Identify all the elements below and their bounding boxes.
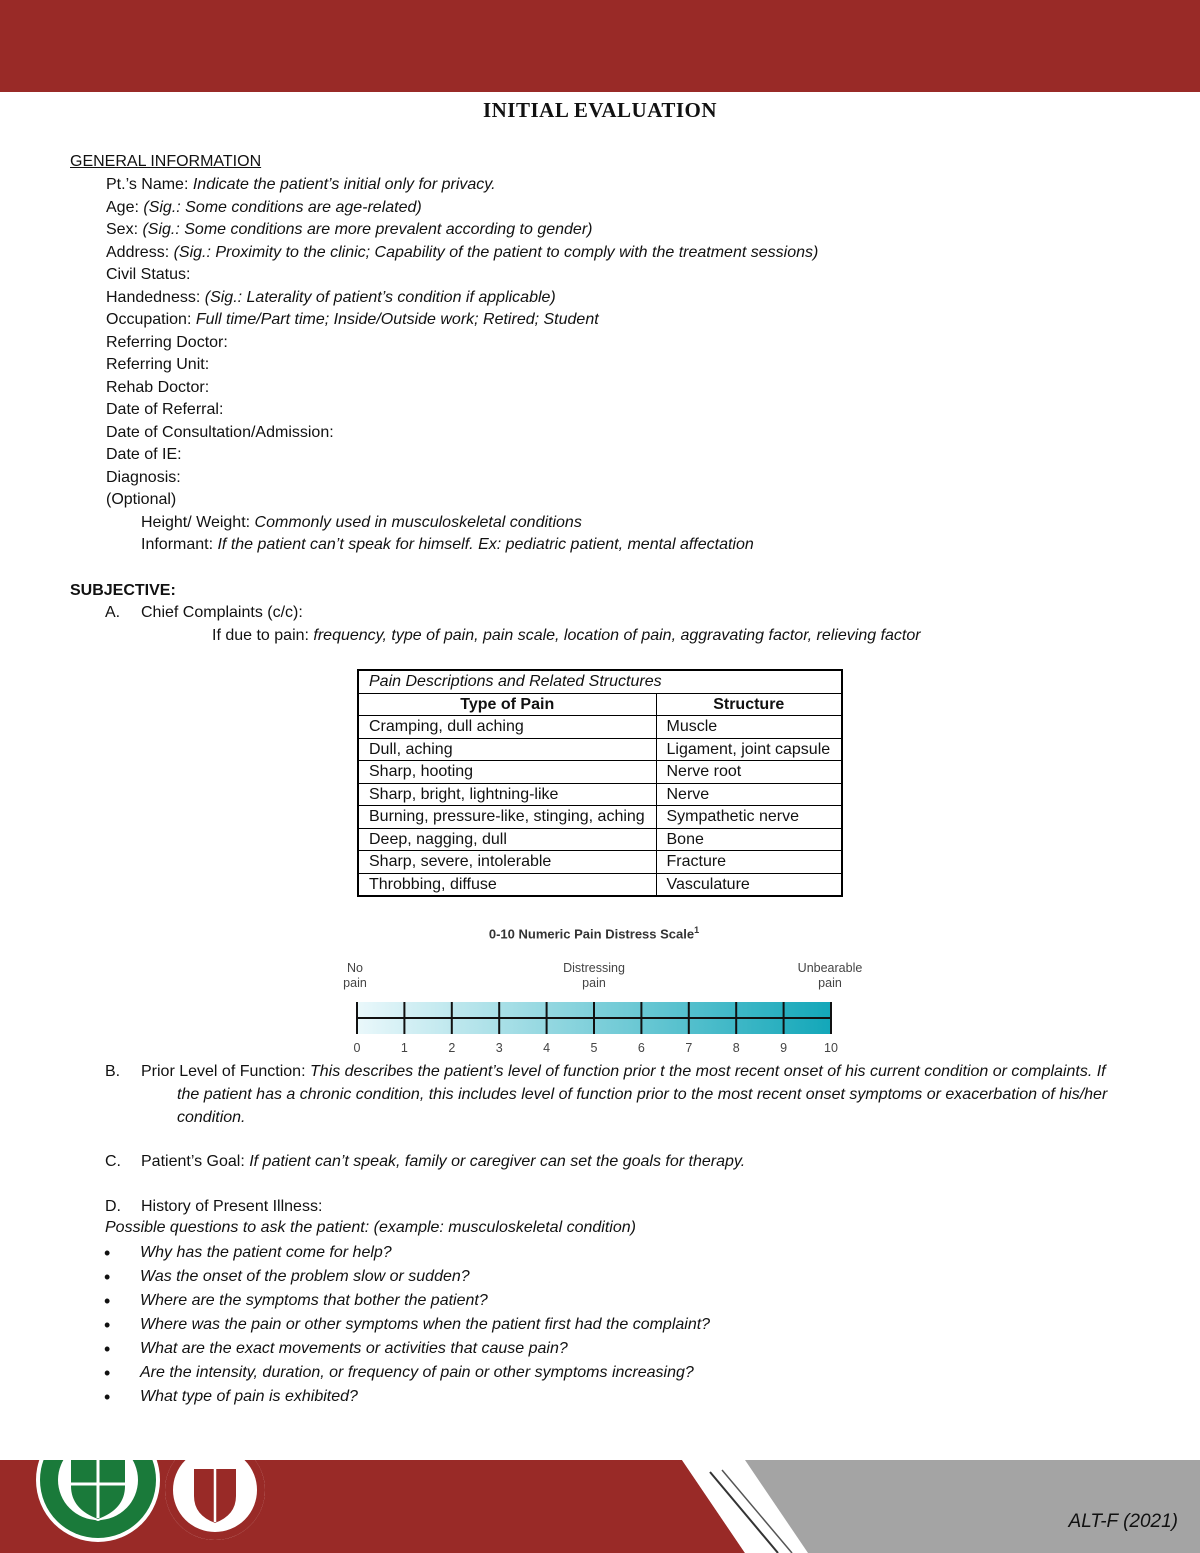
cell-type-of-pain: Cramping, dull aching <box>358 716 656 739</box>
table-header-row <box>358 693 842 716</box>
footer-document-code: ALT-F (2021) <box>1068 1511 1178 1532</box>
header-band <box>0 0 1200 92</box>
anchor-unbearable-line1: Unbearable <box>797 961 863 975</box>
hpi-question-list <box>104 1241 710 1409</box>
general-field <box>106 354 209 376</box>
hpi-label: History of Present Illness: <box>141 1198 323 1215</box>
cell-structure: Nerve root <box>656 761 842 784</box>
pain-descriptions-table <box>357 669 843 897</box>
cell-type-of-pain: Deep, nagging, dull <box>358 828 656 851</box>
cell-type-of-pain: Sharp, bright, lightning-like <box>358 783 656 806</box>
anchor-distressing-line2: pain <box>582 976 606 990</box>
subjective-heading: SUBJECTIVE: <box>70 582 176 599</box>
field-label: Occupation: <box>106 311 196 328</box>
plof-hint-1: This describes the patient’s level of function prior t the most recent onset of his current condition or complaints. If <box>309 1063 1106 1080</box>
chief-complaints-marker: A. <box>105 604 121 621</box>
goal-hint: If patient can’t speak, family or caregiver can set the goals for therapy. <box>249 1153 746 1170</box>
goal-line <box>141 1151 745 1173</box>
general-field <box>106 332 228 354</box>
cell-type-of-pain: Sharp, hooting <box>358 761 656 784</box>
goal-marker: C. <box>105 1153 121 1170</box>
field-label: Height/ Weight: <box>141 513 255 531</box>
general-field <box>106 287 556 309</box>
scale-tick-label: 10 <box>824 1041 838 1055</box>
field-hint: Indicate the patient’s initial only for privacy. <box>192 176 496 193</box>
column-header-type: Type of Pain <box>358 693 656 716</box>
general-field <box>106 377 209 399</box>
column-header-structure: Structure <box>656 693 842 716</box>
plof-label: Prior Level of Function: <box>141 1063 310 1080</box>
anchor-no-pain-line2: pain <box>343 976 367 990</box>
scale-title-footnote: 1 <box>694 925 700 935</box>
plof-hint-2: the patient has a chronic condition, this includes level of function prior to the most recent onset symptoms or exacerbation of his/her <box>177 1086 1108 1103</box>
field-hint: (Sig.: Laterality of patient’s condition if applicable) <box>204 288 556 306</box>
general-field <box>106 264 190 286</box>
scale-tick-label: 6 <box>637 1041 645 1055</box>
goal-label: Patient’s Goal: <box>141 1153 250 1170</box>
general-heading: GENERAL INFORMATION <box>70 153 262 170</box>
field-label: Sex: <box>106 221 143 238</box>
field-hint: Full time/Part time; Inside/Outside work; Retired; Student <box>195 311 599 328</box>
cell-structure: Bone <box>656 828 842 851</box>
general-field <box>106 489 176 511</box>
general-field <box>106 242 818 264</box>
list-item: • Where was the pain or other symptoms when the patient first had the complaint? <box>104 1313 710 1337</box>
cell-structure: Nerve <box>656 783 842 806</box>
table-row <box>358 828 842 851</box>
pain-subline <box>212 625 921 647</box>
field-hint: (Sig.: Some conditions are more prevalent according to gender) <box>142 221 593 238</box>
cell-type-of-pain: Throbbing, diffuse <box>358 873 656 896</box>
field-label: Pt.’s Name: <box>106 176 193 193</box>
list-item: • Are the intensity, duration, or frequency of pain or other symptoms increasing? <box>104 1361 710 1385</box>
scale-title-text: 0-10 Numeric Pain Distress Scale <box>488 926 695 942</box>
field-label: Civil Status: <box>106 266 191 283</box>
scale-tick-label: 7 <box>685 1041 693 1055</box>
scale-tick-label: 5 <box>590 1041 598 1055</box>
scale-tick-label: 9 <box>780 1041 788 1055</box>
scale-tick-label: 8 <box>732 1041 740 1055</box>
field-label: Diagnosis: <box>106 468 181 486</box>
field-hint: (Sig.: Some conditions are age-related) <box>143 198 422 216</box>
scale-tick-label: 4 <box>543 1041 551 1055</box>
list-item: • Was the onset of the problem slow or sudden? <box>104 1265 710 1289</box>
field-label: Date of Referral: <box>106 401 224 418</box>
anchor-unbearable-line2: pain <box>818 976 842 990</box>
field-label: Referring Unit: <box>106 356 210 373</box>
field-hint: (Sig.: Proximity to the clinic; Capability of the patient to comply with the treatment sessions) <box>173 243 819 261</box>
table-row <box>358 738 842 761</box>
pain-subline-label: If due to pain: <box>212 627 314 644</box>
optional-field <box>141 534 754 556</box>
general-field <box>106 444 182 466</box>
field-hint: If the patient can’t speak for himself. Ex: pediatric patient, mental affectation <box>217 536 754 553</box>
cell-structure: Ligament, joint capsule <box>656 738 842 761</box>
table-caption: Pain Descriptions and Related Structures <box>358 670 842 693</box>
table-row <box>358 761 842 784</box>
scale-tick-label: 0 <box>353 1041 361 1055</box>
cell-structure: Fracture <box>656 851 842 874</box>
list-item: • What type of pain is exhibited? <box>104 1385 710 1409</box>
field-label: Age: <box>106 198 144 216</box>
field-label: (Optional) <box>106 491 177 508</box>
optional-field <box>141 512 582 534</box>
scale-tick-label: 3 <box>495 1041 503 1055</box>
table-caption-row <box>358 670 842 693</box>
field-label: Date of Consultation/Admission: <box>106 423 334 441</box>
hpi-marker: D. <box>105 1198 121 1215</box>
general-field <box>106 219 592 241</box>
page-title: INITIAL EVALUATION <box>482 98 718 122</box>
general-field <box>106 174 496 196</box>
anchor-no-pain-line1: No <box>347 961 363 975</box>
field-label: Date of IE: <box>106 446 182 463</box>
cell-structure: Sympathetic nerve <box>656 806 842 829</box>
list-item: • Why has the patient come for help? <box>104 1241 710 1265</box>
general-field <box>106 399 223 421</box>
table-row <box>358 851 842 874</box>
general-field <box>106 197 422 219</box>
general-field <box>106 309 599 331</box>
footer-band <box>0 1460 1200 1553</box>
field-label: Rehab Doctor: <box>106 378 210 396</box>
table-row <box>358 873 842 896</box>
table-row <box>358 783 842 806</box>
field-label: Referring Doctor: <box>106 333 228 351</box>
list-item: • What are the exact movements or activities that cause pain? <box>104 1337 710 1361</box>
list-item: • Where are the symptoms that bother the patient? <box>104 1289 710 1313</box>
chief-complaints-label: Chief Complaints (c/c): <box>141 604 303 621</box>
footer-gray-band <box>745 1460 1200 1553</box>
plof-hint-3: condition. <box>177 1109 246 1126</box>
table-row <box>358 806 842 829</box>
cell-structure: Vasculature <box>656 873 842 896</box>
plof-marker: B. <box>105 1063 121 1080</box>
cell-type-of-pain: Sharp, severe, intolerable <box>358 851 656 874</box>
scale-bar <box>330 925 890 1060</box>
field-label: Informant: <box>141 536 218 553</box>
hpi-intro: Possible questions to ask the patient: (example: musculoskeletal condition) <box>105 1219 636 1236</box>
general-field <box>106 422 334 444</box>
pain-subline-hint: frequency, type of pain, pain scale, location of pain, aggravating factor, relieving factor <box>313 627 921 644</box>
cell-structure: Muscle <box>656 716 842 739</box>
general-field <box>106 467 181 489</box>
pain-distress-scale <box>330 925 890 1060</box>
field-label: Handedness: <box>106 288 205 306</box>
table-row <box>358 716 842 739</box>
field-hint: Commonly used in musculoskeletal conditions <box>254 513 582 531</box>
field-label: Address: <box>106 243 174 261</box>
cell-type-of-pain: Dull, aching <box>358 738 656 761</box>
plof-line-1 <box>141 1061 1106 1083</box>
scale-tick-label: 1 <box>400 1041 408 1055</box>
cell-type-of-pain: Burning, pressure-like, stinging, aching <box>358 806 656 829</box>
anchor-distressing-line1: Distressing <box>563 961 625 975</box>
scale-tick-label: 2 <box>448 1041 456 1055</box>
